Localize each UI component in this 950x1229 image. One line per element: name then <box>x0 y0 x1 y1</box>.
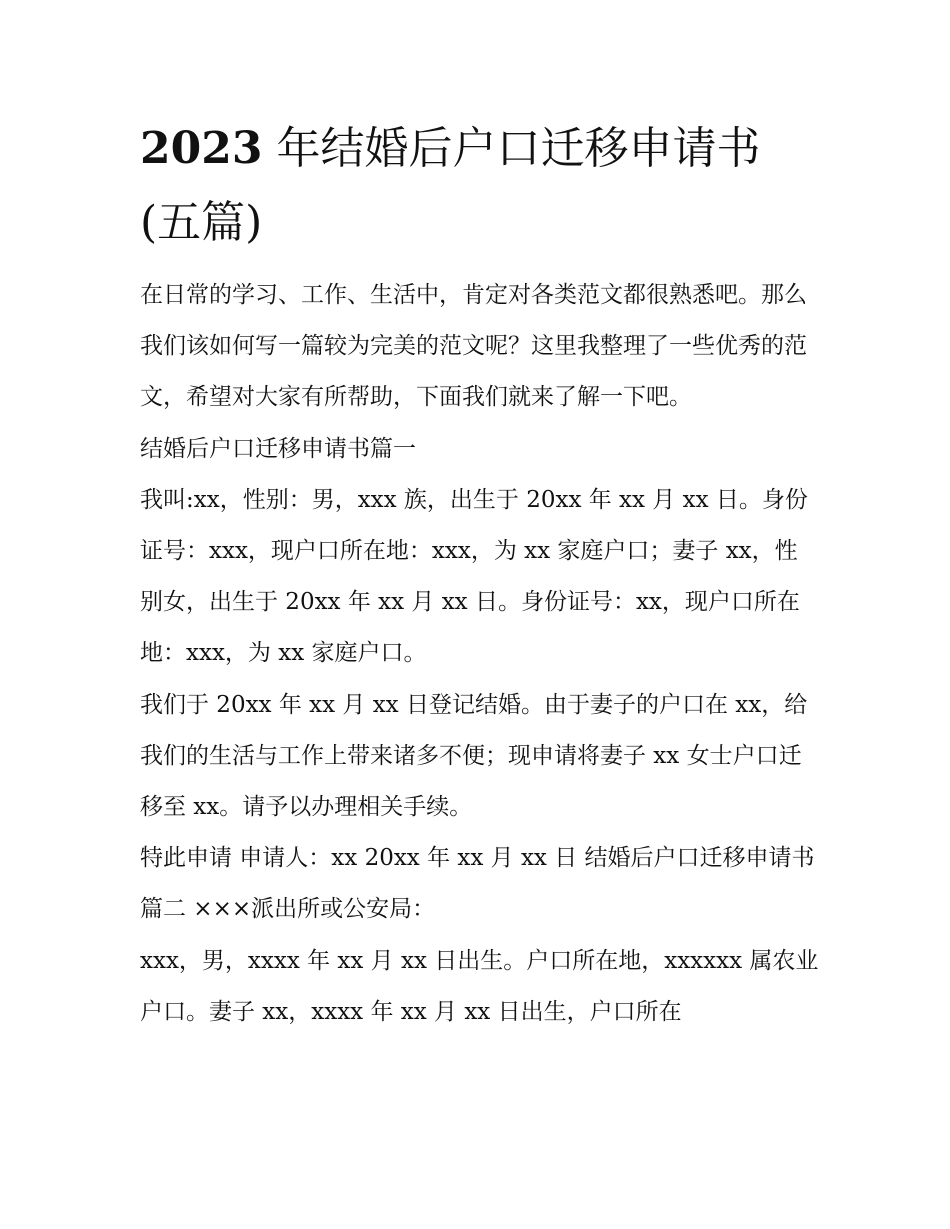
section-heading-1: 结婚后户口迁移申请书篇一 <box>140 435 416 462</box>
paragraph-signature: 特此申请 申请人：xx 20xx 年 xx 月 xx 日 结婚后户口迁移申请书篇二 ×××派出所或公安局： <box>140 845 815 923</box>
title-subtitle: (五篇) <box>140 197 263 248</box>
paragraph-request: 我们于 20xx 年 xx 月 xx 日登记结婚。由于妻子的户口在 xx，给我们的生活与工作上带来诸多不便；现申请将妻子 xx 女士户口迁移至 xx。请予以办理相关手续。 <box>140 691 808 821</box>
paragraph-applicant-info: 我叫:xx，性别：男，xxx 族，出生于 20xx 年 xx 月 xx 日。身份证号：xxx，现户口所在地：xxx，为 xx 家庭户口；妻子 xx，性别女，出生于 20xx 年 xx 月 xx 日。身份证号：xx，现户口所在地：xxx，为 xx 家庭户口。 <box>140 486 808 667</box>
title-year: 2023 <box>140 123 263 174</box>
title-text: 年结婚后户口迁移申请书 <box>262 123 761 174</box>
paragraph-section-2: xxx，男，xxxx 年 xx 月 xx 日出生。户口所在地，xxxxxx 属农业户口。妻子 xx，xxxx 年 xx 月 xx 日出生，户口所在 <box>140 947 819 1025</box>
document-body <box>140 270 820 1038</box>
document-title <box>140 112 820 260</box>
intro-paragraph: 在日常的学习、工作、生活中，肯定对各类范文都很熟悉吧。那么我们该如何写一篇较为完美的范文呢？这里我整理了一些优秀的范文，希望对大家有所帮助，下面我们就来了解一下吧。 <box>140 282 807 411</box>
document-page <box>140 112 820 1038</box>
